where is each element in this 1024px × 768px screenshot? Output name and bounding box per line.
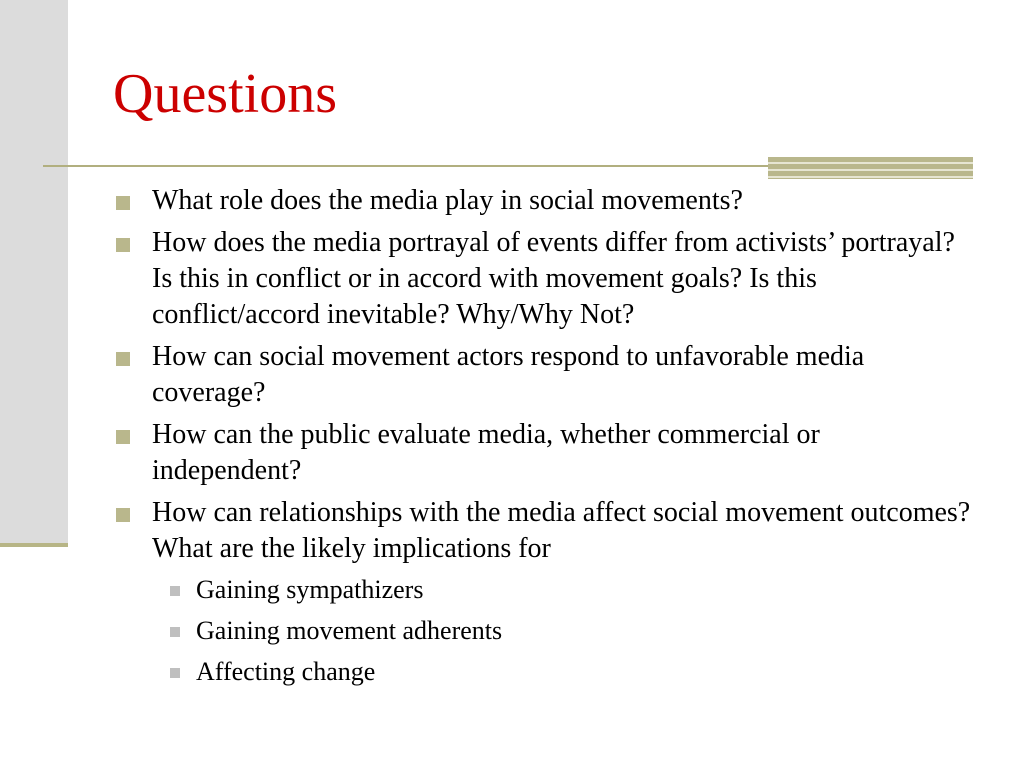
sub-bullet-text: Gaining sympathizers — [196, 575, 424, 604]
square-bullet-icon — [116, 238, 130, 252]
bullet-text: How can relationships with the media affect social movement outcomes? What are the likely implications for — [152, 497, 971, 564]
bullet-text: How can social movement actors respond to unfavorable media coverage? — [152, 341, 865, 408]
small-square-bullet-icon — [170, 586, 180, 596]
sub-bullet-text: Gaining movement adherents — [196, 616, 503, 645]
square-bullet-icon — [116, 508, 130, 522]
divider-accent-block — [768, 157, 973, 179]
small-square-bullet-icon — [170, 668, 180, 678]
bullet-item — [116, 495, 976, 689]
bullet-text: What role does the media play in social movements? — [152, 185, 743, 216]
bullet-text: How can the public evaluate media, whether commercial or independent? — [152, 419, 820, 486]
sub-bullet-list — [152, 573, 976, 689]
bullet-text: How does the media portrayal of events differ from activists’ portrayal? Is this in conflict or in accord with movement goals? Is this conflict/accord inevitable? Why/Why Not? — [152, 227, 955, 330]
square-bullet-icon — [116, 430, 130, 444]
slide-title: Questions — [113, 63, 337, 125]
sub-bullet-item — [152, 573, 976, 607]
bullet-item — [116, 225, 976, 333]
square-bullet-icon — [116, 196, 130, 210]
bullet-list — [116, 183, 976, 696]
bullet-item — [116, 417, 976, 489]
sub-bullet-text: Affecting change — [196, 657, 376, 686]
square-bullet-icon — [116, 352, 130, 366]
bullet-item — [116, 339, 976, 411]
sub-bullet-item — [152, 614, 976, 648]
left-sidebar-bar — [0, 0, 68, 545]
bullet-item — [116, 183, 976, 219]
sub-bullet-item — [152, 655, 976, 689]
left-sidebar-accent-stripe — [0, 543, 68, 547]
small-square-bullet-icon — [170, 627, 180, 637]
